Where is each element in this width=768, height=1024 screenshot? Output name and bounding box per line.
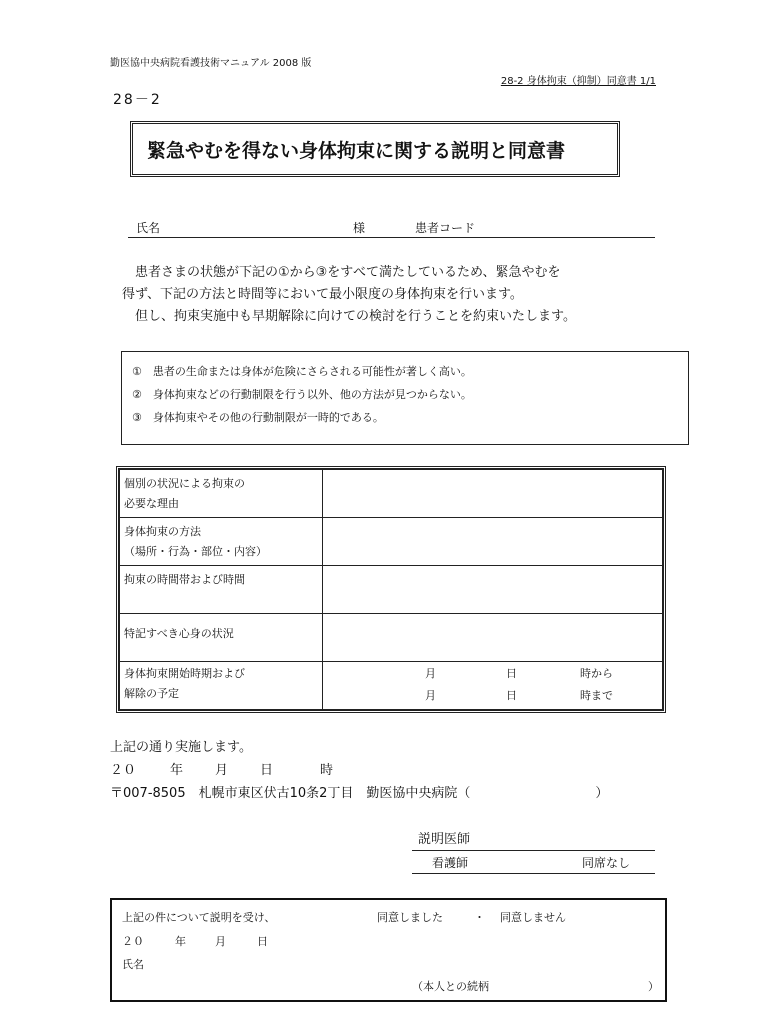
attendance-label: 同席なし (582, 856, 631, 870)
condition-item: ① 患者の生命または身体が危険にさらされる可能性が著しく高い。 (132, 365, 472, 378)
implementation-date (110, 759, 608, 782)
intro-line: 得ず、下記の方法と時間等において最小限度の身体拘束を行います。 (122, 287, 523, 302)
consent-year-label: 年 (175, 935, 186, 948)
day-label: 日 (506, 689, 517, 702)
month-label: 月 (215, 763, 229, 778)
reason-field[interactable] (323, 470, 663, 518)
patient-code-label: 患者コード (415, 221, 476, 235)
patient-name-row (128, 217, 655, 238)
title-box (130, 121, 620, 177)
nurse-label: 看護師 (432, 856, 469, 870)
day-label: 日 (260, 763, 274, 778)
implementation-block (110, 736, 608, 805)
month-label: 月 (425, 667, 436, 680)
consent-era-label: ２０ (122, 935, 144, 948)
form-reference: 28-2 身体拘束（抑制）同意書 1/1 (500, 76, 656, 87)
address-text: 〒007-8505 札幌市東区伏古10条2丁目 勤医協中央病院（ (110, 786, 471, 801)
label-line: 身体拘束開始時期および (124, 667, 245, 680)
row-label (120, 662, 323, 710)
era-label: ２０ (110, 763, 137, 778)
consent-box (110, 898, 667, 1002)
relation-label: （本人との続柄 (412, 980, 489, 993)
condition-item: ③ 身体拘束やその他の行動制限が一時的である。 (132, 411, 384, 424)
hour-label: 時 (320, 763, 334, 778)
restraint-details-table (116, 466, 666, 713)
disagree-option[interactable]: 同意しません (500, 911, 566, 924)
table-row (120, 470, 663, 518)
method-field[interactable] (323, 518, 663, 566)
end-period-line (323, 685, 662, 707)
hour-until-label: 時まで (580, 689, 613, 702)
signature-block (412, 828, 655, 874)
name-label: 氏名 (136, 221, 161, 235)
row-label (120, 518, 323, 566)
row-label (120, 566, 323, 614)
year-label: 年 (170, 763, 184, 778)
intro-text (122, 262, 667, 328)
relation-close: ） (648, 980, 659, 993)
doctor-signature-line[interactable] (412, 828, 655, 851)
label-line: 解除の予定 (124, 687, 179, 700)
table-row (120, 614, 663, 662)
table-row (120, 566, 663, 614)
intro-line: 患者さまの状態が下記の①から③をすべて満たしているため、緊急やむを (135, 265, 561, 280)
address-close: ） (595, 786, 609, 801)
month-label: 月 (425, 689, 436, 702)
consent-month-label: 月 (215, 935, 226, 948)
label-line: 身体拘束の方法 (124, 525, 201, 538)
table-row (120, 662, 663, 710)
option-separator: ・ (474, 911, 485, 924)
condition-field[interactable] (323, 614, 663, 662)
label-line: 拘束の時間帯および時間 (124, 573, 245, 586)
honorific-label: 様 (353, 221, 366, 235)
row-label (120, 614, 323, 662)
condition-item: ② 身体拘束などの行動制限を行う以外、他の方法が見つからない。 (132, 388, 472, 401)
time-field[interactable] (323, 566, 663, 614)
consent-received-text: 上記の件について説明を受け、 (122, 911, 276, 924)
doctor-label: 説明医師 (418, 832, 471, 847)
manual-title: 勤医協中央病院看護技術マニュアル 2008 版 (110, 58, 312, 69)
label-line: 特記すべき心身の状況 (124, 627, 234, 640)
implementation-statement: 上記の通り実施します。 (110, 740, 252, 755)
label-line: 個別の状況による拘束の (124, 477, 245, 490)
consent-day-label: 日 (257, 935, 268, 948)
hospital-address (110, 782, 608, 805)
agree-option[interactable]: 同意しました (377, 911, 443, 924)
start-period-line (323, 663, 662, 685)
document-number: 28－2 (113, 92, 162, 108)
conditions-box (121, 351, 689, 445)
label-line: 必要な理由 (124, 497, 179, 510)
period-field[interactable] (323, 662, 663, 710)
hour-from-label: 時から (580, 667, 613, 680)
table-row (120, 518, 663, 566)
consent-name-label: 氏名 (122, 958, 144, 971)
intro-line: 但し、拘束実施中も早期解除に向けての検討を行うことを約束いたします。 (135, 309, 576, 324)
page-title: 緊急やむを得ない身体拘束に関する説明と同意書 (147, 139, 566, 162)
label-line: （場所・行為・部位・内容） (124, 545, 267, 558)
day-label: 日 (506, 667, 517, 680)
row-label (120, 470, 323, 518)
nurse-signature-line[interactable] (412, 851, 655, 874)
